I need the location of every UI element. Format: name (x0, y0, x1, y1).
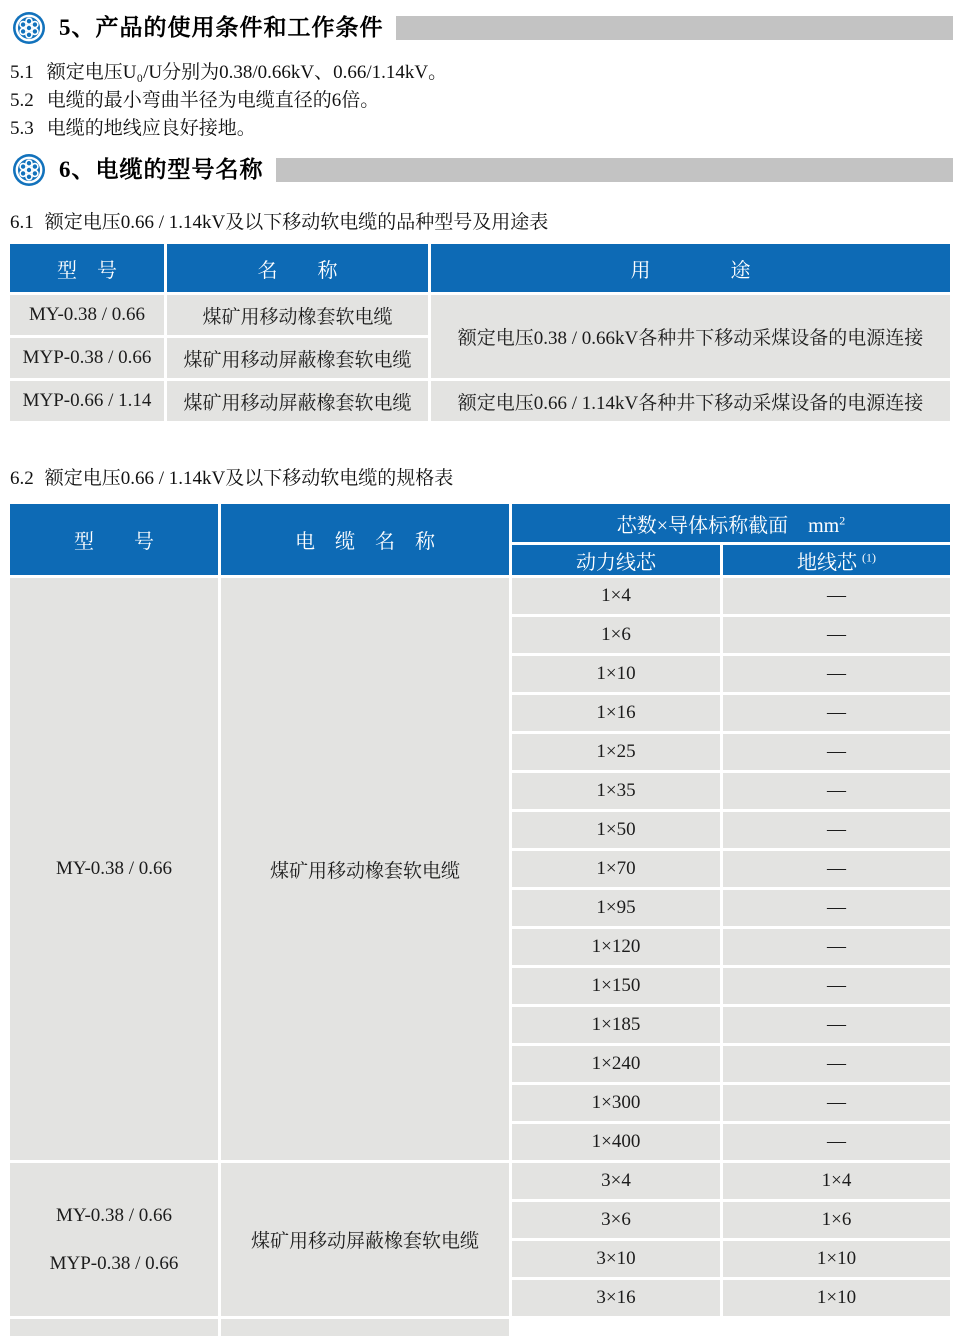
header-model: 型 号 (10, 244, 164, 292)
clause-number: 5.2 (10, 90, 34, 111)
ground-core-cell (221, 1319, 509, 1336)
model-cell: MYP-0.38 / 0.66 (10, 338, 164, 378)
usage-cell: 额定电压0.66 / 1.14kV各种井下移动采煤设备的电源连接 (431, 381, 950, 421)
power-core-cell: 1×50 (512, 812, 720, 848)
power-core-cell: 1×25 (512, 734, 720, 770)
ground-core-cell: 1×4 (723, 1163, 950, 1199)
power-core-cell: 1×95 (512, 890, 720, 926)
spec-row-cutoff (10, 1319, 950, 1336)
ground-core-cell: — (723, 773, 950, 809)
ground-core-cell: — (723, 1046, 950, 1082)
ground-core-cell: — (723, 734, 950, 770)
power-core-cell: 1×16 (512, 695, 720, 731)
cable-cross-section-icon (12, 11, 46, 45)
power-core-cell: 1×70 (512, 851, 720, 887)
header-model: 型 号 (10, 504, 218, 575)
ground-core-cell: — (723, 1124, 950, 1160)
header-name: 名 称 (167, 244, 428, 292)
clause-number: 5.3 (10, 118, 34, 139)
cable-cross-section-icon (12, 153, 46, 187)
clause-text: 电缆的地线应良好接地。 (46, 118, 256, 139)
name-cell: 煤矿用移动屏蔽橡套软电缆 (167, 338, 428, 378)
ground-core-cell: — (723, 851, 950, 887)
power-core-cell: 1×4 (512, 578, 720, 614)
clause-5-3 (10, 115, 960, 143)
model-cell: MY-0.38 / 0.66 (10, 295, 164, 335)
spec-row (10, 578, 950, 614)
table-row (10, 381, 950, 421)
power-core-cell: 1×35 (512, 773, 720, 809)
section-5-header (12, 10, 953, 46)
power-core-cell: 1×300 (512, 1085, 720, 1121)
section-6-title-bar (276, 158, 954, 182)
caption-number: 6.1 (10, 212, 34, 233)
ground-core-cell: 1×6 (723, 1202, 950, 1238)
model-cell: MYP-0.66 / 1.14 (10, 381, 164, 421)
ground-core-cell: — (723, 968, 950, 1004)
header-cable-name: 电 缆 名 称 (221, 504, 509, 575)
header-ground-core (723, 545, 950, 575)
power-core-cell: 3×6 (512, 1202, 720, 1238)
section-6-title: 6、电缆的型号名称 (59, 157, 264, 182)
caption-text: 额定电压0.66 / 1.14kV及以下移动软电缆的规格表 (44, 468, 454, 489)
name-cell: 煤矿用移动橡套软电缆 (167, 295, 428, 335)
clause-5-2 (10, 87, 960, 115)
power-core-cell: 1×400 (512, 1124, 720, 1160)
spec-table-header-row-1 (10, 504, 950, 542)
header-ground-core-sup: (1) (862, 549, 876, 564)
section-5-title: 5、产品的使用条件和工作条件 (59, 15, 384, 40)
power-core-cell (10, 1319, 218, 1336)
header-ground-core-label: 地线芯 (797, 551, 857, 574)
model-cell (10, 1163, 218, 1316)
caption-6-2 (10, 466, 960, 492)
caption-6-1 (10, 210, 960, 236)
power-core-cell: 1×150 (512, 968, 720, 1004)
ground-core-cell: — (723, 929, 950, 965)
power-core-cell: 1×6 (512, 617, 720, 653)
header-power-core: 动力线芯 (512, 545, 720, 575)
power-core-cell: 1×185 (512, 1007, 720, 1043)
power-core-cell: 1×120 (512, 929, 720, 965)
ground-core-cell: — (723, 812, 950, 848)
power-core-cell: 3×10 (512, 1241, 720, 1277)
caption-text: 额定电压0.66 / 1.14kV及以下移动软电缆的品种型号及用途表 (44, 212, 549, 233)
model-line: MYP-0.38 / 0.66 (49, 1252, 179, 1274)
header-core-section-sup: 2 (839, 512, 846, 527)
section-6-header (12, 152, 953, 188)
caption-number: 6.2 (10, 468, 34, 489)
power-core-cell: 1×10 (512, 656, 720, 692)
usage-table-header-row (10, 244, 950, 292)
power-core-cell: 1×240 (512, 1046, 720, 1082)
name-cell: 煤矿用移动屏蔽橡套软电缆 (167, 381, 428, 421)
model-line: MY-0.38 / 0.66 (55, 1204, 173, 1226)
ground-core-cell: — (723, 1007, 950, 1043)
spec-row (10, 1163, 950, 1199)
clause-text: 额定电压U₀/U分别为0.38/0.66kV、0.66/1.14kV。 (46, 62, 448, 83)
name-cell: 煤矿用移动屏蔽橡套软电缆 (221, 1163, 509, 1316)
ground-core-cell: — (723, 695, 950, 731)
spec-table (7, 501, 953, 1336)
usage-table (7, 241, 953, 424)
section-5-clauses (10, 59, 960, 143)
clause-number: 5.1 (10, 62, 34, 83)
name-cell: 煤矿用移动橡套软电缆 (221, 578, 509, 1160)
usage-cell: 额定电压0.38 / 0.66kV各种井下移动采煤设备的电源连接 (431, 295, 950, 378)
clause-5-1 (10, 59, 960, 87)
power-core-cell: 3×16 (512, 1280, 720, 1316)
ground-core-cell: 1×10 (723, 1280, 950, 1316)
ground-core-cell: — (723, 617, 950, 653)
ground-core-cell: — (723, 1085, 950, 1121)
ground-core-cell: — (723, 890, 950, 926)
clause-text: 电缆的最小弯曲半径为电缆直径的6倍。 (46, 90, 380, 111)
header-usage: 用 途 (431, 244, 950, 292)
ground-core-cell: 1×10 (723, 1241, 950, 1277)
section-5-title-bar (396, 16, 954, 40)
power-core-cell: 3×4 (512, 1163, 720, 1199)
model-cell: MY-0.38 / 0.66 (10, 578, 218, 1160)
ground-core-cell: — (723, 656, 950, 692)
header-core-section-label: 芯数×导体标称截面 mm (616, 514, 840, 537)
header-core-section (512, 504, 950, 542)
table-row (10, 295, 950, 335)
ground-core-cell: — (723, 578, 950, 614)
